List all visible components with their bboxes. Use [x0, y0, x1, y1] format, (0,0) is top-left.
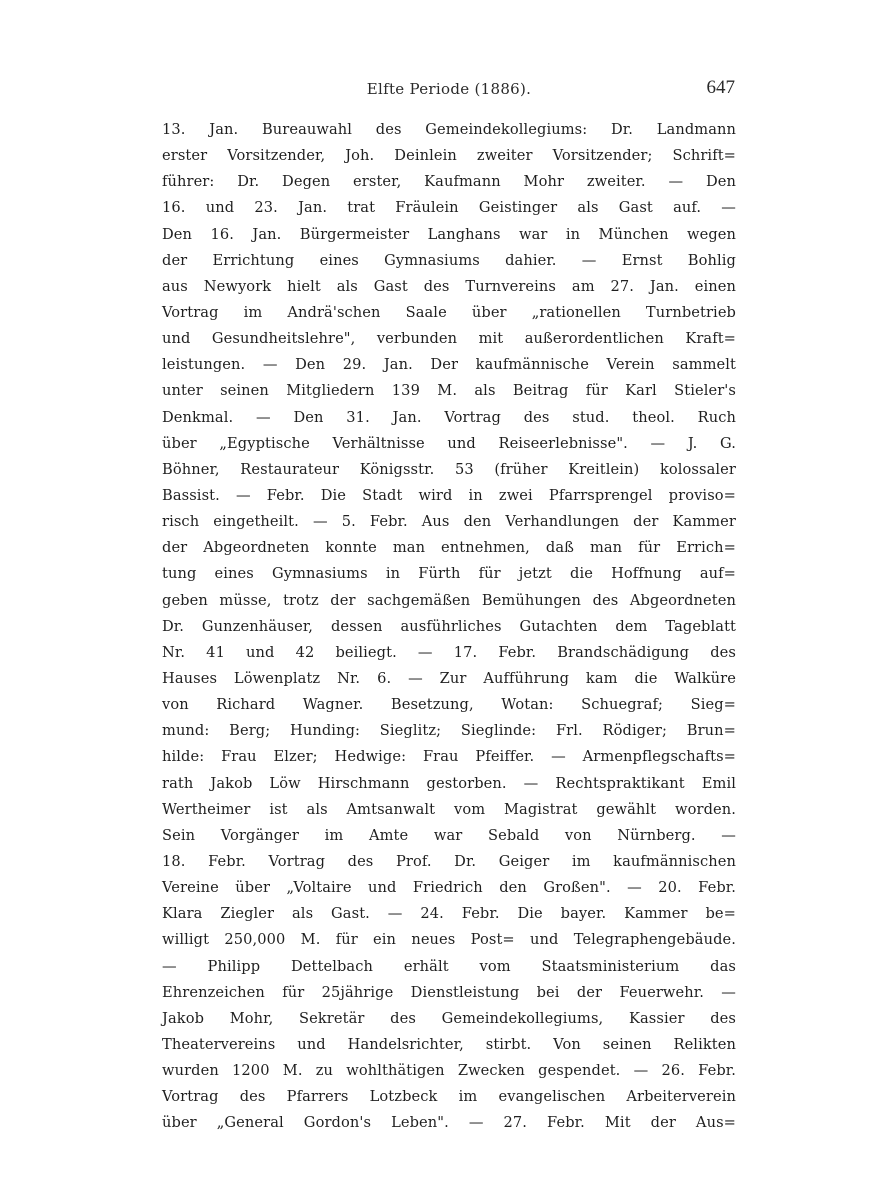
text-line: Bassist. — Febr. Die Stadt wird in zwei Pfarrsprengel proviso= — [162, 486, 736, 504]
text-line: Theatervereins und Handelsrichter, stirbt. Von seinen Relikten — [162, 1035, 736, 1053]
text-line: Sein Vorgänger im Amte war Sebald von Nürnberg. — — [162, 826, 736, 844]
text-line: willigt 250,000 M. für ein neues Post= und Telegraphengebäude. — [162, 931, 736, 949]
body-text — [162, 117, 736, 1136]
text-line: Vortrag des Pfarrers Lotzbeck im evangelischen Arbeiterverein — [162, 1088, 736, 1106]
text-line: aus Newyork hielt als Gast des Turnvereins am 27. Jan. einen — [162, 277, 736, 295]
text-line: erster Vorsitzender, Joh. Deinlein zweiter Vorsitzender; Schrift= — [162, 147, 736, 165]
text-line: Wertheimer ist als Amtsanwalt vom Magistrat gewählt worden. — [162, 800, 736, 818]
text-line: 18. Febr. Vortrag des Prof. Dr. Geiger im kaufmännischen — [162, 852, 736, 870]
text-line: 13. Jan. Bureauwahl des Gemeindekollegiums: Dr. Landmann — [162, 121, 736, 138]
text-line: der Errichtung eines Gymnasiums dahier. — Ernst Bohlig — [162, 251, 736, 269]
text-line: Nr. 41 und 42 beiliegt. — 17. Febr. Brandschädigung des — [162, 643, 736, 661]
text-line: geben müsse, trotz der sachgemäßen Bemühungen des Abgeordneten — [162, 591, 736, 609]
text-line: Jakob Mohr, Sekretär des Gemeindekollegiums, Kassier des — [162, 1009, 736, 1027]
text-line: Dr. Gunzenhäuser, dessen ausführliches Gutachten dem Tageblatt — [162, 617, 736, 635]
text-line: leistungen. — Den 29. Jan. Der kaufmännische Verein sammelt — [162, 356, 736, 374]
text-line: Vortrag im Andrä'schen Saale über „rationellen Turnbetrieb — [162, 303, 736, 321]
text-line: über „General Gordon's Leben". — 27. Febr. Mit der Aus= — [162, 1114, 736, 1132]
text-line: Vereine über „Voltaire und Friedrich den Großen". — 20. Febr. — [162, 879, 736, 897]
text-line: Den 16. Jan. Bürgermeister Langhans war in München wegen — [162, 225, 736, 243]
running-head: Elfte Periode (1886). — [366, 80, 532, 98]
text-line: führer: Dr. Degen erster, Kaufmann Mohr zweiter. — Den — [162, 173, 736, 191]
text-line: Hauses Löwenplatz Nr. 6. — Zur Aufführung kam die Walküre — [162, 669, 736, 687]
text-line: der Abgeordneten konnte man entnehmen, daß man für Errich= — [162, 539, 736, 557]
page-header — [163, 77, 735, 103]
text-line: — Philipp Dettelbach erhält vom Staatsministerium das — [162, 957, 736, 975]
text-line: hilde: Frau Elzer; Hedwige: Frau Pfeiffer. — Armenpflegschafts= — [162, 748, 736, 766]
text-line: über „Egyptische Verhältnisse und Reiseerlebnisse". — J. G. — [162, 434, 736, 452]
text-line: risch eingetheilt. — 5. Febr. Aus den Verhandlungen der Kammer — [162, 513, 736, 531]
text-line: unter seinen Mitgliedern 139 M. als Beitrag für Karl Stieler's — [162, 382, 736, 400]
text-line: rath Jakob Löw Hirschmann gestorben. — Rechtspraktikant Emil — [162, 774, 736, 792]
text-line: Ehrenzeichen für 25jährige Dienstleistung bei der Feuerwehr. — — [162, 983, 736, 1001]
text-line: tung eines Gymnasiums in Fürth für jetzt die Hoffnung auf= — [162, 565, 736, 583]
text-line: wurden 1200 M. zu wohlthätigen Zwecken gespendet. — 26. Febr. — [162, 1062, 736, 1080]
page-number: 647 — [706, 77, 735, 98]
text-line: von Richard Wagner. Besetzung, Wotan: Schuegraf; Sieg= — [162, 696, 736, 714]
text-line: mund: Berg; Hunding: Sieglitz; Sieglinde: Frl. Rödiger; Brun= — [162, 722, 736, 740]
text-line: Denkmal. — Den 31. Jan. Vortrag des stud. theol. Ruch — [162, 408, 736, 426]
text-line: und Gesundheitslehre", verbunden mit außerordentlichen Kraft= — [162, 330, 736, 348]
text-line: Klara Ziegler als Gast. — 24. Febr. Die bayer. Kammer be= — [162, 905, 736, 923]
text-line: 16. und 23. Jan. trat Fräulein Geistinger als Gast auf. — — [162, 199, 736, 217]
text-line: Böhner, Restaurateur Königsstr. 53 (früher Kreitlein) kolossaler — [162, 460, 736, 478]
